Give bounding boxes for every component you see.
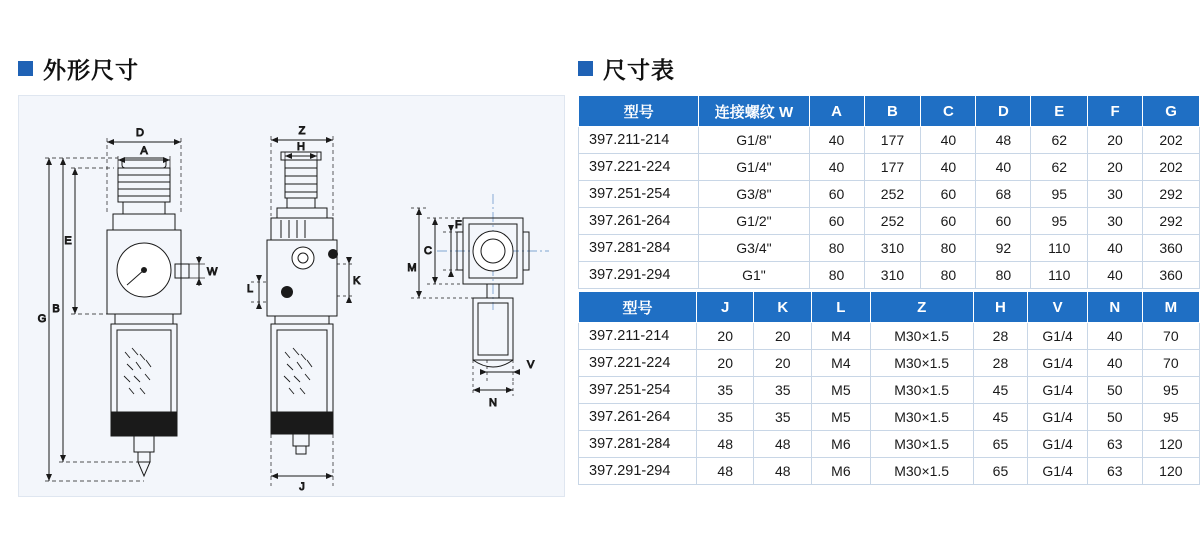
table-header-row xyxy=(579,96,1200,127)
th-m: M xyxy=(1142,292,1199,323)
cell-k: 20 xyxy=(754,323,812,350)
cell-a: 60 xyxy=(809,181,864,208)
cell-k: 35 xyxy=(754,404,812,431)
cell-m: 70 xyxy=(1142,323,1199,350)
cell-model: 397.211-214 xyxy=(579,323,697,350)
cell-n: 40 xyxy=(1087,323,1142,350)
svg-text:D: D xyxy=(136,127,144,139)
th-f: F xyxy=(1088,96,1143,127)
cell-h: 45 xyxy=(973,377,1028,404)
cell-j: 48 xyxy=(696,431,754,458)
cell-h: 65 xyxy=(973,431,1028,458)
cell-k: 35 xyxy=(754,377,812,404)
cell-model: 397.281-284 xyxy=(579,235,699,262)
cell-c: 80 xyxy=(921,262,976,289)
cell-thread: G1/4" xyxy=(699,154,809,181)
cell-e: 62 xyxy=(1031,127,1088,154)
cell-z: M30×1.5 xyxy=(870,458,973,485)
th-a: A xyxy=(809,96,864,127)
cell-d: 60 xyxy=(976,208,1031,235)
cell-g: 292 xyxy=(1143,181,1200,208)
th-g: G xyxy=(1143,96,1200,127)
cell-l: M6 xyxy=(812,458,871,485)
cell-thread: G3/8" xyxy=(699,181,809,208)
cell-h: 28 xyxy=(973,350,1028,377)
cell-model: 397.221-224 xyxy=(579,350,697,377)
svg-text:J: J xyxy=(299,481,305,493)
cell-d: 40 xyxy=(976,154,1031,181)
section-title-left: 外形尺寸 xyxy=(43,57,139,83)
cell-b: 252 xyxy=(864,208,921,235)
cell-model: 397.261-264 xyxy=(579,208,699,235)
cell-n: 50 xyxy=(1087,377,1142,404)
cell-f: 30 xyxy=(1088,208,1143,235)
th-b: B xyxy=(864,96,921,127)
cell-thread: G1" xyxy=(699,262,809,289)
cell-n: 63 xyxy=(1087,431,1142,458)
cell-v: G1/4 xyxy=(1028,431,1088,458)
cell-f: 40 xyxy=(1088,262,1143,289)
square-marker-icon xyxy=(578,61,593,76)
cell-a: 40 xyxy=(809,127,864,154)
cell-d: 92 xyxy=(976,235,1031,262)
cell-z: M30×1.5 xyxy=(870,404,973,431)
cell-v: G1/4 xyxy=(1028,404,1088,431)
th-model: 型号 xyxy=(579,292,697,323)
cell-v: G1/4 xyxy=(1028,323,1088,350)
cell-model: 397.221-224 xyxy=(579,154,699,181)
cell-b: 177 xyxy=(864,154,921,181)
cell-j: 35 xyxy=(696,404,754,431)
cell-a: 80 xyxy=(809,262,864,289)
svg-text:F: F xyxy=(455,219,462,231)
cell-m: 95 xyxy=(1142,377,1199,404)
cell-v: G1/4 xyxy=(1028,458,1088,485)
cell-model: 397.291-294 xyxy=(579,262,699,289)
th-h: H xyxy=(973,292,1028,323)
cell-n: 63 xyxy=(1087,458,1142,485)
section-heading-dimension-table xyxy=(578,52,675,85)
cell-model: 397.211-214 xyxy=(579,127,699,154)
cell-m: 70 xyxy=(1142,350,1199,377)
cell-g: 202 xyxy=(1143,154,1200,181)
cell-thread: G1/8" xyxy=(699,127,809,154)
cell-e: 62 xyxy=(1031,154,1088,181)
cell-g: 292 xyxy=(1143,208,1200,235)
cell-thread: G3/4" xyxy=(699,235,809,262)
cell-k: 48 xyxy=(754,431,812,458)
cell-model: 397.251-254 xyxy=(579,377,697,404)
svg-text:H: H xyxy=(297,141,305,153)
th-n: N xyxy=(1087,292,1142,323)
cell-d: 80 xyxy=(976,262,1031,289)
table-row xyxy=(579,431,1200,458)
cell-m: 95 xyxy=(1142,404,1199,431)
cell-model: 397.251-254 xyxy=(579,181,699,208)
th-l: L xyxy=(812,292,871,323)
table-row xyxy=(579,181,1200,208)
svg-text:C: C xyxy=(424,245,432,257)
technical-drawing-svg xyxy=(19,96,564,496)
table-row xyxy=(579,154,1200,181)
cell-c: 80 xyxy=(921,235,976,262)
table-row xyxy=(579,208,1200,235)
cell-c: 40 xyxy=(921,154,976,181)
table-row xyxy=(579,458,1200,485)
cell-f: 40 xyxy=(1088,235,1143,262)
cell-v: G1/4 xyxy=(1028,350,1088,377)
cell-e: 110 xyxy=(1031,235,1088,262)
cell-f: 20 xyxy=(1088,154,1143,181)
cell-thread: G1/2" xyxy=(699,208,809,235)
cell-b: 310 xyxy=(864,235,921,262)
th-v: V xyxy=(1028,292,1088,323)
cell-g: 202 xyxy=(1143,127,1200,154)
cell-z: M30×1.5 xyxy=(870,431,973,458)
dimension-table-1 xyxy=(578,95,1200,289)
cell-e: 95 xyxy=(1031,208,1088,235)
cell-m: 120 xyxy=(1142,431,1199,458)
cell-model: 397.281-284 xyxy=(579,431,697,458)
cell-j: 48 xyxy=(696,458,754,485)
cell-k: 48 xyxy=(754,458,812,485)
table-row xyxy=(579,377,1200,404)
cell-model: 397.291-294 xyxy=(579,458,697,485)
svg-text:A: A xyxy=(140,145,148,157)
th-model: 型号 xyxy=(579,96,699,127)
dimension-table-2 xyxy=(578,291,1200,485)
th-j: J xyxy=(696,292,754,323)
cell-z: M30×1.5 xyxy=(870,323,973,350)
cell-l: M6 xyxy=(812,431,871,458)
th-thread: 连接螺纹 W xyxy=(699,96,809,127)
th-k: K xyxy=(754,292,812,323)
th-d: D xyxy=(976,96,1031,127)
svg-text:L: L xyxy=(247,283,254,295)
cell-m: 120 xyxy=(1142,458,1199,485)
cell-g: 360 xyxy=(1143,235,1200,262)
cell-b: 177 xyxy=(864,127,921,154)
table-row xyxy=(579,127,1200,154)
table-row xyxy=(579,350,1200,377)
th-z: Z xyxy=(870,292,973,323)
cell-n: 40 xyxy=(1087,350,1142,377)
cell-d: 48 xyxy=(976,127,1031,154)
svg-text:K: K xyxy=(353,275,361,287)
svg-text:B: B xyxy=(52,303,60,315)
cell-h: 45 xyxy=(973,404,1028,431)
cell-a: 40 xyxy=(809,154,864,181)
table-row xyxy=(579,235,1200,262)
cell-z: M30×1.5 xyxy=(870,350,973,377)
cell-a: 60 xyxy=(809,208,864,235)
cell-model: 397.261-264 xyxy=(579,404,697,431)
cell-j: 35 xyxy=(696,377,754,404)
cell-c: 60 xyxy=(921,208,976,235)
svg-text:M: M xyxy=(407,262,417,274)
cell-c: 40 xyxy=(921,127,976,154)
cell-e: 110 xyxy=(1031,262,1088,289)
cell-g: 360 xyxy=(1143,262,1200,289)
cell-f: 30 xyxy=(1088,181,1143,208)
table-header-row xyxy=(579,292,1200,323)
cell-e: 95 xyxy=(1031,181,1088,208)
cell-l: M5 xyxy=(812,377,871,404)
table-row xyxy=(579,262,1200,289)
cell-j: 20 xyxy=(696,350,754,377)
cell-j: 20 xyxy=(696,323,754,350)
svg-text:Z: Z xyxy=(298,125,306,137)
table-row xyxy=(579,323,1200,350)
th-e: E xyxy=(1031,96,1088,127)
cell-v: G1/4 xyxy=(1028,377,1088,404)
svg-text:G: G xyxy=(37,313,47,325)
cell-b: 252 xyxy=(864,181,921,208)
cell-k: 20 xyxy=(754,350,812,377)
cell-h: 65 xyxy=(973,458,1028,485)
cell-h: 28 xyxy=(973,323,1028,350)
svg-text:V: V xyxy=(527,359,535,371)
cell-f: 20 xyxy=(1088,127,1143,154)
technical-drawing-panel xyxy=(18,95,565,497)
svg-text:N: N xyxy=(489,397,497,409)
cell-l: M5 xyxy=(812,404,871,431)
section-heading-outline-dimensions xyxy=(18,52,139,85)
th-c: C xyxy=(921,96,976,127)
cell-c: 60 xyxy=(921,181,976,208)
cell-d: 68 xyxy=(976,181,1031,208)
svg-text:E: E xyxy=(64,235,72,247)
cell-n: 50 xyxy=(1087,404,1142,431)
cell-a: 80 xyxy=(809,235,864,262)
svg-text:W: W xyxy=(207,266,218,278)
cell-z: M30×1.5 xyxy=(870,377,973,404)
section-title-right: 尺寸表 xyxy=(603,57,675,83)
square-marker-icon xyxy=(18,61,33,76)
cell-b: 310 xyxy=(864,262,921,289)
cell-l: M4 xyxy=(812,350,871,377)
table-row xyxy=(579,404,1200,431)
cell-l: M4 xyxy=(812,323,871,350)
